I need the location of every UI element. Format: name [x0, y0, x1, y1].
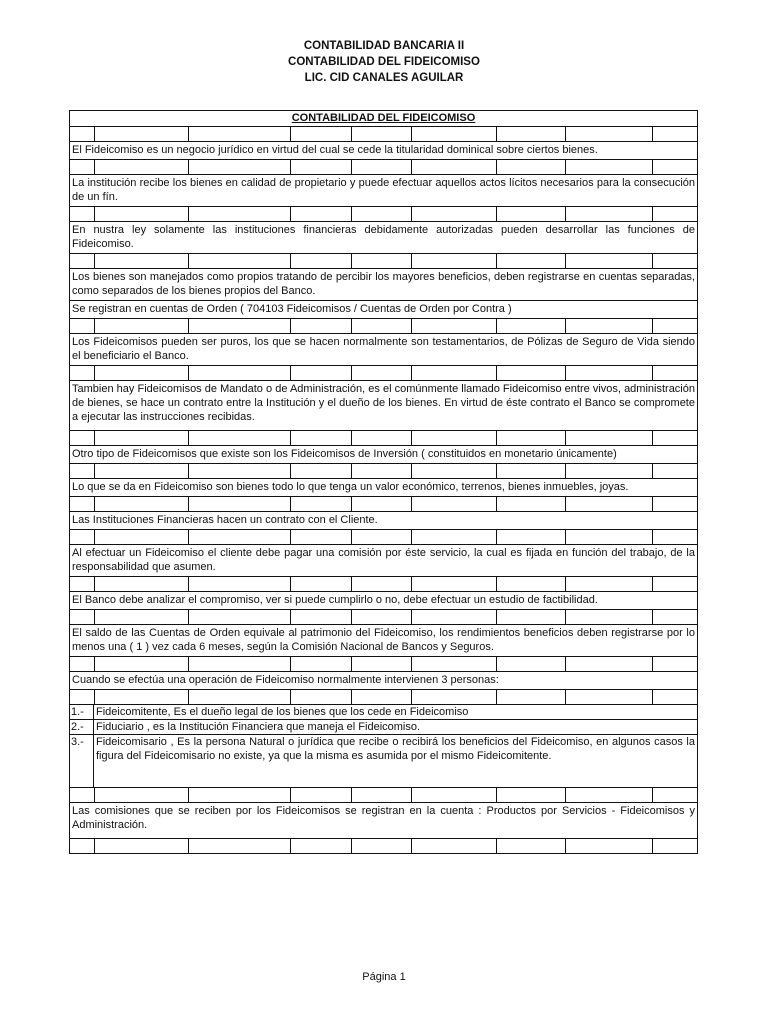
grid-cell-divider: [411, 690, 412, 704]
paragraph-investment: Otro tipo de Fideicomisos que existe son los Fideicomisos de Inversión ( constituidos en monetario únicamente): [70, 446, 697, 464]
empty-grid-row: [70, 788, 697, 803]
list-item: [70, 735, 697, 788]
grid-cell-divider: [411, 160, 412, 174]
paragraph-types: Los Fideicomisos pueden ser puros, los que se hacen normalmente son testamentarios, de Pólizas de Seguro de Vida siendo el beneficiario el Banco.: [70, 334, 697, 366]
grid-cell-divider: [94, 160, 95, 174]
empty-grid-row: [70, 690, 697, 705]
grid-cell-divider: [351, 431, 352, 445]
page-number: Página 1: [362, 971, 406, 983]
grid-cell-divider: [290, 690, 291, 704]
empty-grid-row: [70, 577, 697, 592]
grid-cell-divider: [94, 839, 95, 853]
grid-cell-divider: [290, 207, 291, 221]
grid-cell-divider: [652, 530, 653, 544]
grid-cell-divider: [652, 366, 653, 380]
grid-cell-divider: [94, 254, 95, 268]
grid-cell-divider: [565, 610, 566, 624]
list-number: 3.-: [70, 735, 94, 787]
grid-cell-divider: [188, 690, 189, 704]
list-item: [70, 705, 697, 720]
paragraph-contract: Las Instituciones Financieras hacen un contrato con el Cliente.: [70, 512, 697, 530]
grid-cell-divider: [94, 690, 95, 704]
grid-cell-divider: [188, 610, 189, 624]
paragraph-feasibility: El Banco debe analizar el compromiso, ver si puede cumplirlo o no, debe efectuar un estudio de factibilidad.: [70, 592, 697, 610]
grid-cell-divider: [188, 839, 189, 853]
grid-cell-divider: [411, 839, 412, 853]
grid-cell-divider: [290, 431, 291, 445]
grid-cell-divider: [652, 464, 653, 478]
grid-cell-divider: [652, 319, 653, 333]
empty-grid-row: [70, 431, 697, 446]
empty-grid-row: [70, 839, 697, 853]
grid-cell-divider: [188, 577, 189, 591]
grid-cell-divider: [565, 366, 566, 380]
empty-grid-row: [70, 610, 697, 625]
grid-cell-divider: [94, 366, 95, 380]
grid-cell-divider: [565, 127, 566, 141]
grid-cell-divider: [188, 160, 189, 174]
grid-cell-divider: [496, 839, 497, 853]
paragraph-goods: Lo que se da en Fideicomiso son bienes todo lo que tenga un valor económico, terrenos, bienes inmuebles, joyas.: [70, 479, 697, 497]
grid-cell-divider: [496, 577, 497, 591]
grid-cell-divider: [565, 464, 566, 478]
grid-cell-divider: [565, 431, 566, 445]
grid-cell-divider: [351, 610, 352, 624]
grid-cell-divider: [496, 431, 497, 445]
grid-cell-divider: [290, 839, 291, 853]
empty-grid-row: [70, 254, 697, 269]
grid-cell-divider: [351, 657, 352, 671]
grid-cell-divider: [351, 530, 352, 544]
grid-cell-divider: [411, 610, 412, 624]
grid-cell-divider: [565, 839, 566, 853]
paragraph-commissions-account: Las comisiones que se reciben por los Fideicomisos se registran en la cuenta : Productos por Servicios - Fideicomisos y Administración.: [70, 803, 697, 839]
grid-cell-divider: [411, 577, 412, 591]
list-number: 2.-: [70, 720, 94, 734]
grid-cell-divider: [290, 657, 291, 671]
grid-cell-divider: [411, 366, 412, 380]
grid-cell-divider: [565, 497, 566, 511]
grid-cell-divider: [652, 577, 653, 591]
topic-title: CONTABILIDAD DEL FIDEICOMISO: [288, 56, 480, 68]
grid-cell-divider: [351, 788, 352, 802]
grid-cell-divider: [188, 788, 189, 802]
grid-cell-divider: [188, 366, 189, 380]
grid-cell-divider: [351, 319, 352, 333]
paragraph-mandate: Tambien hay Fideicomisos de Mandato o de Administración, es el comúnmente llamado Fideicomiso entre vivos, administración de bienes, se hace un contrato entre la Institución y el dueño de los bienes. En virtud de éste contrato el Banco se compromete a ejecutar las instrucciones recibidas.: [70, 381, 697, 431]
grid-cell-divider: [411, 497, 412, 511]
grid-cell-divider: [351, 254, 352, 268]
grid-cell-divider: [652, 127, 653, 141]
grid-cell-divider: [94, 127, 95, 141]
grid-cell-divider: [652, 839, 653, 853]
grid-cell-divider: [188, 127, 189, 141]
grid-cell-divider: [652, 207, 653, 221]
grid-cell-divider: [652, 160, 653, 174]
instructor-name: LIC. CID CANALES AGUILAR: [304, 72, 464, 84]
list-text: Fiduciario , es la Institución Financiera que maneja el Fideicomiso.: [96, 721, 421, 733]
grid-cell-divider: [565, 319, 566, 333]
grid-cell-divider: [94, 577, 95, 591]
grid-cell-divider: [188, 207, 189, 221]
empty-grid-row: [70, 530, 697, 545]
paragraph-order-accounts: Se registran en cuentas de Orden ( 704103 Fideicomisos / Cuentas de Orden por Contra ): [70, 301, 697, 319]
grid-cell-divider: [351, 577, 352, 591]
grid-cell-divider: [188, 464, 189, 478]
grid-cell-divider: [411, 127, 412, 141]
paragraph-institution: La institución recibe los bienes en calidad de propietario y puede efectuar aquellos actos lícitos necesarios para la consecución de un fín.: [70, 175, 697, 207]
grid-cell-divider: [565, 577, 566, 591]
grid-cell-divider: [565, 690, 566, 704]
grid-cell-divider: [411, 464, 412, 478]
grid-cell-divider: [94, 431, 95, 445]
worksheet: [69, 110, 698, 854]
grid-cell-divider: [94, 610, 95, 624]
grid-cell-divider: [290, 127, 291, 141]
grid-cell-divider: [290, 610, 291, 624]
grid-cell-divider: [290, 160, 291, 174]
grid-cell-divider: [411, 431, 412, 445]
list-number: 1.-: [70, 705, 94, 719]
document-header: [0, 38, 768, 86]
grid-cell-divider: [411, 207, 412, 221]
grid-cell-divider: [290, 530, 291, 544]
grid-cell-divider: [351, 207, 352, 221]
grid-cell-divider: [496, 690, 497, 704]
grid-cell-divider: [188, 319, 189, 333]
grid-cell-divider: [496, 127, 497, 141]
grid-cell-divider: [94, 319, 95, 333]
grid-cell-divider: [496, 366, 497, 380]
grid-cell-divider: [496, 254, 497, 268]
grid-cell-divider: [351, 366, 352, 380]
paragraph-definition: El Fideicomiso es un negocio jurídico en virtud del cual se cede la titularidad dominical sobre ciertos bienes.: [70, 142, 697, 160]
grid-cell-divider: [94, 497, 95, 511]
empty-grid-row: [70, 319, 697, 334]
grid-cell-divider: [496, 319, 497, 333]
grid-cell-divider: [565, 530, 566, 544]
empty-grid-row: [70, 657, 697, 672]
grid-cell-divider: [290, 788, 291, 802]
grid-cell-divider: [565, 788, 566, 802]
empty-grid-row: [70, 207, 697, 222]
grid-cell-divider: [351, 839, 352, 853]
grid-cell-divider: [411, 788, 412, 802]
paragraph-parties: Cuando se efectúa una operación de Fideicomiso normalmente intervienen 3 personas:: [70, 672, 697, 690]
grid-cell-divider: [411, 254, 412, 268]
grid-cell-divider: [496, 788, 497, 802]
grid-cell-divider: [94, 464, 95, 478]
paragraph-assets: Los bienes son manejados como propios tratando de percibir los mayores beneficios, deben registrarse en cuentas separadas, como separados de los bienes propios del Banco.: [70, 269, 697, 301]
grid-cell-divider: [188, 431, 189, 445]
paragraph-law: En nustra ley solamente las instituciones financieras debidamente autorizadas pueden desarrollar las funciones de Fideicomiso.: [70, 222, 697, 254]
grid-cell-divider: [496, 610, 497, 624]
grid-cell-divider: [351, 160, 352, 174]
paragraph-commission: Al efectuar un Fideicomiso el cliente debe pagar una comisión por éste servicio, la cual es fijada en función del trabajo, de la responsabilidad que asumen.: [70, 545, 697, 577]
grid-cell-divider: [652, 690, 653, 704]
empty-grid-row: [70, 160, 697, 175]
grid-cell-divider: [188, 497, 189, 511]
grid-cell-divider: [290, 577, 291, 591]
grid-cell-divider: [652, 254, 653, 268]
grid-cell-divider: [94, 207, 95, 221]
sheet-title: CONTABILIDAD DEL FIDEICOMISO: [70, 111, 697, 127]
grid-cell-divider: [351, 127, 352, 141]
grid-cell-divider: [290, 319, 291, 333]
grid-cell-divider: [290, 366, 291, 380]
list-item: [70, 720, 697, 735]
empty-grid-row: [70, 464, 697, 479]
grid-cell-divider: [496, 657, 497, 671]
paragraph-balance: El saldo de las Cuentas de Orden equivale al patrimonio del Fideicomiso, los rendimientos beneficios deben registrarse por lo menos una ( 1 ) vez cada 6 meses, según la Comisión Nacional de Bancos y Seguros.: [70, 625, 697, 657]
grid-cell-divider: [94, 530, 95, 544]
grid-cell-divider: [411, 657, 412, 671]
grid-cell-divider: [496, 160, 497, 174]
grid-cell-divider: [351, 464, 352, 478]
course-title: CONTABILIDAD BANCARIA II: [303, 40, 465, 52]
grid-cell-divider: [411, 530, 412, 544]
empty-grid-row: [70, 497, 697, 512]
list-text: Fideicomisario , Es la persona Natural o jurídica que recibe o recibirá los beneficios del Fideicomiso, en algunos casos la figura del Fideicomisario no existe, ya que la misma es asumida por el mismo Fideicomitente.: [96, 736, 695, 762]
grid-cell-divider: [411, 319, 412, 333]
grid-cell-divider: [188, 254, 189, 268]
grid-cell-divider: [652, 788, 653, 802]
grid-cell-divider: [290, 464, 291, 478]
list-text: Fideicomitente, Es el dueño legal de los bienes que los cede en Fideicomiso: [96, 706, 469, 718]
grid-cell-divider: [188, 530, 189, 544]
grid-cell-divider: [565, 207, 566, 221]
grid-cell-divider: [351, 690, 352, 704]
grid-cell-divider: [94, 657, 95, 671]
grid-cell-divider: [496, 497, 497, 511]
grid-cell-divider: [652, 657, 653, 671]
grid-cell-divider: [94, 788, 95, 802]
grid-cell-divider: [565, 160, 566, 174]
empty-grid-row: [70, 366, 697, 381]
grid-cell-divider: [652, 610, 653, 624]
grid-cell-divider: [290, 254, 291, 268]
grid-cell-divider: [496, 464, 497, 478]
grid-cell-divider: [351, 497, 352, 511]
grid-cell-divider: [496, 530, 497, 544]
grid-cell-divider: [496, 207, 497, 221]
empty-grid-row: [70, 127, 697, 142]
grid-cell-divider: [188, 657, 189, 671]
grid-cell-divider: [652, 497, 653, 511]
grid-cell-divider: [290, 497, 291, 511]
grid-cell-divider: [652, 431, 653, 445]
grid-cell-divider: [565, 254, 566, 268]
grid-cell-divider: [565, 657, 566, 671]
